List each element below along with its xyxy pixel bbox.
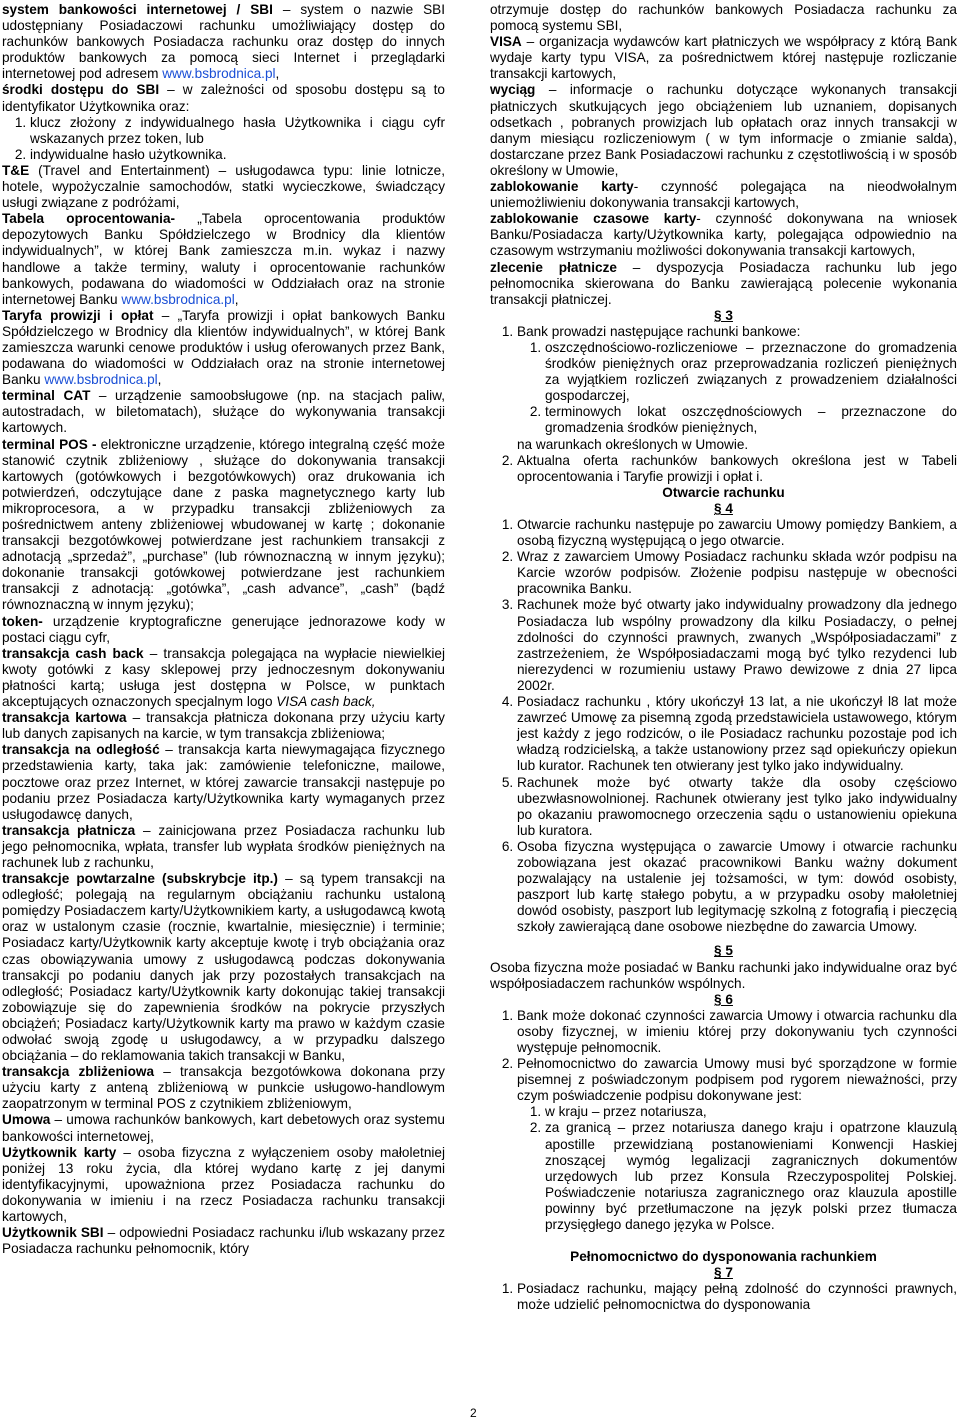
account-types-tail: na warunkach określonych w Umowie. bbox=[517, 436, 749, 452]
right-column bbox=[490, 2, 957, 1314]
definition-te: T&E (Travel and Entertainment) – usługodawca typu: linie lotnicze, hotele, wypożyczalnie samochodów, statki wycieczkowe, świadczący usługi związane z podróżami, bbox=[2, 162, 445, 211]
section-title-account-opening: Otwarcie rachunku bbox=[662, 484, 785, 500]
list-item: 3. Rachunek może być otwarty jako indywidualny prowadzony dla jednego Posiadacza lub wspólny prowadzony dla kilku Posiadaczy, o pełnej zdolności do czynności prawnych, zwanych „Współposiadaczami” z zastrzeżeniem, że Współposiadaczami mogą być tylko rezydenci lub nierezydenci w rozumieniu ustawy Prawo dewizowe z dnia 27 lipca 2002r. bbox=[517, 597, 957, 694]
list-item: 1. Bank prowadzi następujące rachunki bankowe: 1. oszczędnościowo-rozliczeniowe – przeznaczone do gromadzenia środków pieniężnych oraz przeprowadzania rozliczeń pieniężnych za wyjątkiem rozliczeń związanych z prowadzeniem działalności gospodarczej, 2. terminowych lokat oszczędnościowych – przeznaczone do gromadzenia środków pieniężnych, na warunkach określonych w Umowie. bbox=[517, 324, 957, 453]
list-item: 4. Posiadacz rachunku , który ukończył 13 lat, a nie ukończył l8 lat może zawrzeć Umowę za pisemną zgodą przedstawiciela ustawowego, którym jest każdy z jego rodziców, o ile Posiadacz rachunku pozostaje pod ich władzą rodzicielską, a także ustanowiony przez sąd opiekuńczy opiekun lub kurator. Rachunek ten otwierany jest tylko jako indywidualny. bbox=[517, 694, 957, 774]
section-title-power-of-attorney: Pełnomocnictwo do dysponowania rachunkiem bbox=[570, 1249, 877, 1265]
definition-remote-transaction: transakcja na odległość – transakcja karta niewymagająca fizycznego przedstawienia karty, taka jak: zamówienie telefoniczne, mailowe, pocztowe oraz przez Internet, w której zawarcie transakcji następuje po podaniu przez Posiadacza karty/Użytkownika karty wymaganych przez usługodawcę danych, bbox=[2, 742, 446, 822]
definition-payment-transaction: transakcja płatnicza – zainicjowana przez Posiadacza rachunku lub jego pełnomocnika, wpłata, transfer lub wypłata środków pieniężnych na rachunek lub z rachunku, bbox=[2, 822, 446, 870]
bank-website-link[interactable]: www.bsbrodnica.pl bbox=[44, 372, 158, 388]
section-heading-7: § 7 bbox=[714, 1265, 733, 1281]
definition-card-transaction: transakcja kartowa – transakcja płatnicza dokonana przy użyciu karty lub danych zapisanych na karcie, w tym transakcja zbliżeniowa; bbox=[2, 710, 445, 742]
definition-sbi-user: Użytkownik SBI – odpowiedni Posiadacz rachunku i/lub wskazany przez Posiadacza rachunku pełnomocnik, który bbox=[2, 1225, 445, 1257]
list-item: 2. indywidualne hasło użytkownika. bbox=[30, 147, 445, 163]
definition-temporary-block: zablokowanie czasowe karty- czynność dokonywana na wniosek Banku/Posiadacza karty/Użytkownika karty, polegająca odpowiednio na czasowym wstrzymaniu możliwości dokonywania transakcji kartowych, bbox=[490, 211, 957, 259]
definition-continuation: otrzymuje dostęp do rachunków bankowych Posiadacza rachunku za pomocą systemu SBI, bbox=[490, 2, 957, 34]
list-item: 2. Pełnomocnictwo do zawarcia Umowy musi być sporządzone w formie pisemnej z poświadczonym podpisem pod rygorem nieważności, przy czym poświadczenie podpisu dokonywane jest: 1. w kraju – przez notariusza, 2. za granicą – przez notariusza danego kraju i opatrzone klauzulą apostille przewidzianą postanowieniami Konwencji Haskiej znoszącej wymóg legalizacji zagranicznych dokumentów urzędowych lub przez Konsula Rzeczypospolitej Polskiej. Poświadczenie notariusza zagranicznego oraz klauzula apostille powinny być przetłumaczone na język polski przez tłumacza przysięgłego danego języka w Polsce. bbox=[517, 1056, 957, 1233]
list-item: 2. terminowych lokat oszczędnościowych – przeznaczone do gromadzenia środków pieniężnych, bbox=[545, 404, 957, 436]
list-item: 5. Rachunek może być otwarty także dla osoby częściowo ubezwłasnowolnionej. Rachunek otwierany jest tylko jako indywidualny po okazaniu prawomocnego orzeczenia sądu o ustanowieniu opiekuna lub kuratora. bbox=[517, 775, 957, 839]
account-types-list bbox=[517, 340, 957, 437]
definition-token: token- urządzenie kryptograficzne generujące jednorazowe kody w postaci ciągu cyfr, bbox=[2, 613, 445, 645]
section-4-list bbox=[490, 517, 957, 935]
definition-recurring-transactions: transakcje powtarzalne (subskrybcje itp.) – są typem transakcji na odległość; polegają na regularnym obciążaniu rachunku ustaloną pomiędzy Posiadaczem karty/Użytkownikiem karty, a usługodawcą kwotą oraz w ustalonym czasie (rocznie, kwartalnie, miesięcznie) i terminie; Posiadacz karty/Użytkownik karty akceptuje kwotę i tryb obciążania oraz czas obowiązywania umowy z usługodawcą podczas dokonywania transakcji po podaniu danych jak przy pozostałych transakcjach na odległość; Posiadacz karty/Użytkownik karty dokonując takiej transakcji zobowiązuje się do zapewnienia środków na pokrycie przyszłych obciążeń; Posiadacz karty/Użytkownik karty ma prawo w każdym czasie odwołać swoją zgodę u usługodawcy, a w przypadku dalszego obciążania – do reklamowania takich transakcji w Banku, bbox=[2, 871, 446, 1064]
signature-certification-list bbox=[517, 1104, 957, 1233]
list-item: 2. za granicą – przez notariusza danego kraju i opatrzone klauzulą apostille przewidzianą postanowieniami Konwencji Haskiej znoszącej wymóg legalizacji zagranicznych dokumentów urzędowych lub przez Konsula Rzeczypospolitej Polskiej. Poświadczenie notariusza zagranicznego oraz klauzula apostille powinny być przetłumaczone na język polski przez tłumacza przysięgłego danego języka w Polsce. bbox=[545, 1120, 957, 1233]
definition-sbi: system bankowości internetowej / SBI – system o nazwie SBI udostępniany Posiadaczowi rachunku umożliwiający dostęp do rachunków bankowych Posiadacza rachunku oraz dostęp do innych produktów bankowych za pomocą sieci Internet i przeglądarki internetowej pod adresem www.bsbrodnica.pl, bbox=[2, 2, 445, 82]
section-7-list bbox=[490, 1281, 957, 1313]
definition-contactless-transaction: transakcja zbliżeniowa – transakcja bezgotówkowa dokonana przy użyciu karty z anteną zbliżeniową w punkcie usługowo-handlowym zaopatrzonym w terminal POS z czytnikiem zbliżeniowym, bbox=[2, 1064, 445, 1112]
definition-terminal-pos: terminal POS - elektroniczne urządzenie, którego integralną część może stanowić czytnik zbliżeniowy , służące do dokonywania transakcji kartowych (gotówkowych i bezgotówkowych) oraz drukowania ich potwierdzeń, odczytujące dane z paska magnetycznego karty lub mikroprocesora, a w przypadku transakcji zbliżeniowych za pośrednictwem anteny zbliżeniowej wbudowanej w kartę ; dokonanie transakcji bezgotówkowej potwierdzane jest rachunkiem transakcji z adnotacją „sprzedaż”, „purchase” (lub równoznaczną w innym języku); dokonanie transakcji gotówkowej potwierdzane jest rachunkiem transakcji z adnotacją: „gotówka”, „cash advance”, „cash” (bądź równoznaczną w innym języku); bbox=[2, 436, 445, 613]
section-heading-4: § 4 bbox=[714, 500, 733, 516]
list-item: 1. Posiadacz rachunku, mający pełną zdolność do czynności prawnych, może udzielić pełnomocnictwa do dysponowania bbox=[517, 1281, 957, 1313]
list-item: 2. Wraz z zawarciem Umowy Posiadacz rachunku składa wzór podpisu na Karcie wzorów podpisów. Złożenie podpisu następuje w obecności pracownika Banku. bbox=[517, 549, 957, 597]
list-item: 1. w kraju – przez notariusza, bbox=[545, 1104, 957, 1120]
definition-visa: VISA – organizacja wydawców kart płatniczych we współpracy z którą Bank wydaje karty typu VISA, za pośrednictwem której następuje rozliczanie transakcji kartowych, bbox=[490, 34, 957, 82]
definition-payment-order: zlecenie płatnicze – dyspozycja Posiadacza rachunku lub jego pełnomocnika skierowana do Banku zawierającą polecenie wykonania transakcji płatniczej. bbox=[490, 259, 957, 307]
definition-terminal-cat: terminal CAT – urządzenie samoobsługowe (np. na stacjach paliw, autostradach, w biletomatach), służące do wykonywania transakcji kartowych. bbox=[2, 388, 445, 436]
list-item: 1. oszczędnościowo-rozliczeniowe – przeznaczone do gromadzenia środków pieniężnych oraz przeprowadzania rozliczeń pieniężnych za wyjątkiem rozliczeń związanych z prowadzeniem działalności gospodarczej, bbox=[545, 340, 957, 404]
definition-statement: wyciąg – informacje o rachunku dotyczące wykonanych transakcji płatniczych skutkujących jego obciążeniem lub uznaniem, dopisanych odsetkach , pobranych prowizjach lub opłatach oraz innych transakcji w danym miesiącu rozliczeniowym ( w tym informacje o zmianie salda), dostarczane przez Bank Posiadaczowi rachunku z częstotliwością i w sposób określony w Umowie, bbox=[490, 82, 957, 178]
definition-fees-table: Taryfa prowizji i opłat – „Taryfa prowizji i opłat bankowych Banku Spółdzielczego w Brodnicy dla klientów indywidualnych”, w której Bank zamieszcza warunki cenowe produktów i usług oferowanych przez Bank, podawana do wiadomości w Oddziałach oraz na stronie internetowej Banku www.bsbrodnica.pl, bbox=[2, 307, 446, 388]
list-item: 2. Aktualna oferta rachunków bankowych określona jest w Tabeli oprocentowania i Taryfie prowizji i opłat i. bbox=[517, 453, 957, 485]
definition-interest-table: Tabela oprocentowania- „Tabela oprocentowania produktów depozytowych Banku Spółdzielczego w Brodnicy dla klientów indywidualnych”, w której Bank zamieszcza m.in. wykaz i nazwy handlowe a także terminy, waluty i oprocentowanie rachunków bankowych, podawana do wiadomości w Oddziałach oraz na stronie internetowej Banku www.bsbrodnica.pl, bbox=[2, 211, 445, 307]
left-column bbox=[2, 2, 445, 1257]
list-item: 1. klucz złożony z indywidualnego hasła Użytkownika i ciągu cyfr wskazanych przez token, lub bbox=[30, 115, 445, 147]
bank-website-link[interactable]: www.bsbrodnica.pl bbox=[162, 66, 276, 82]
section-heading-5: § 5 bbox=[714, 943, 733, 959]
section-3-list bbox=[490, 324, 957, 485]
list-item: 1. Bank może dokonać czynności zawarcia Umowy i otwarcia rachunku dla osoby fizycznej, w imieniu której przy dokonywaniu tych czynności występuje pełnomocnik. bbox=[517, 1008, 957, 1056]
definition-card-user: Użytkownik karty – osoba fizyczna z wyłączeniem osoby małoletniej poniżej 13 roku życia, dla której wydano kartę z jej danymi identyfikacyjnymi, upoważniona przez Posiadacza rachunku do dokonywania w imieniu i na rzecz Posiadacza rachunku transakcji kartowych, bbox=[2, 1144, 445, 1225]
bank-website-link[interactable]: www.bsbrodnica.pl bbox=[121, 291, 235, 307]
definition-cash-back: transakcja cash back – transakcja polegająca na wypłacie niewielkiej kwoty gotówki z kasy sklepowej przy jednoczesnym dokonywaniu płatności kartą; usługa jest dostępna w Polsce, w punktach akceptujących oznaczonych specjalnym logo VISA cash back, bbox=[2, 645, 445, 710]
sbi-access-list bbox=[2, 115, 445, 163]
section-6-list bbox=[490, 1008, 957, 1233]
definition-card-block: zablokowanie karty- czynność polegająca na nieodwołalnym uniemożliwieniu dokonywania transakcji kartowych, bbox=[490, 179, 957, 211]
page-number: 2 bbox=[470, 1406, 477, 1420]
definition-agreement: Umowa – umowa rachunków bankowych, kart debetowych oraz systemu bankowości internetowej, bbox=[2, 1112, 445, 1144]
section-5-text: Osoba fizyczna może posiadać w Banku rachunki jako indywidualne oraz być współposiadaczem rachunków wspólnych. bbox=[490, 959, 957, 991]
section-heading-6: § 6 bbox=[714, 991, 733, 1007]
list-item: 1. Otwarcie rachunku następuje po zawarciu Umowy pomiędzy Bankiem, a osobą fizyczną występującą o jego otwarcie. bbox=[517, 517, 957, 549]
definition-sbi-access: środki dostępu do SBI – w zależności od sposobu dostępu są to identyfikator Użytkownika oraz: bbox=[2, 82, 445, 114]
list-item: 6. Osoba fizyczna występująca o zawarcie Umowy i otwarcie rachunku zobowiązana jest okazać pracownikowi Banku ważny dokument pozwalający na ustalenie jej tożsamości, w tym: dowód osobisty, paszport lub kartę stałego pobytu, a w przypadku osoby małoletniej dowód osobisty, paszport lub legitymację szkolną z fotografią i pieczęcią szkoły zawierającą dane osobowe niezbędne do zawarcia Umowy. bbox=[517, 839, 957, 936]
section-heading-3: § 3 bbox=[714, 307, 733, 323]
